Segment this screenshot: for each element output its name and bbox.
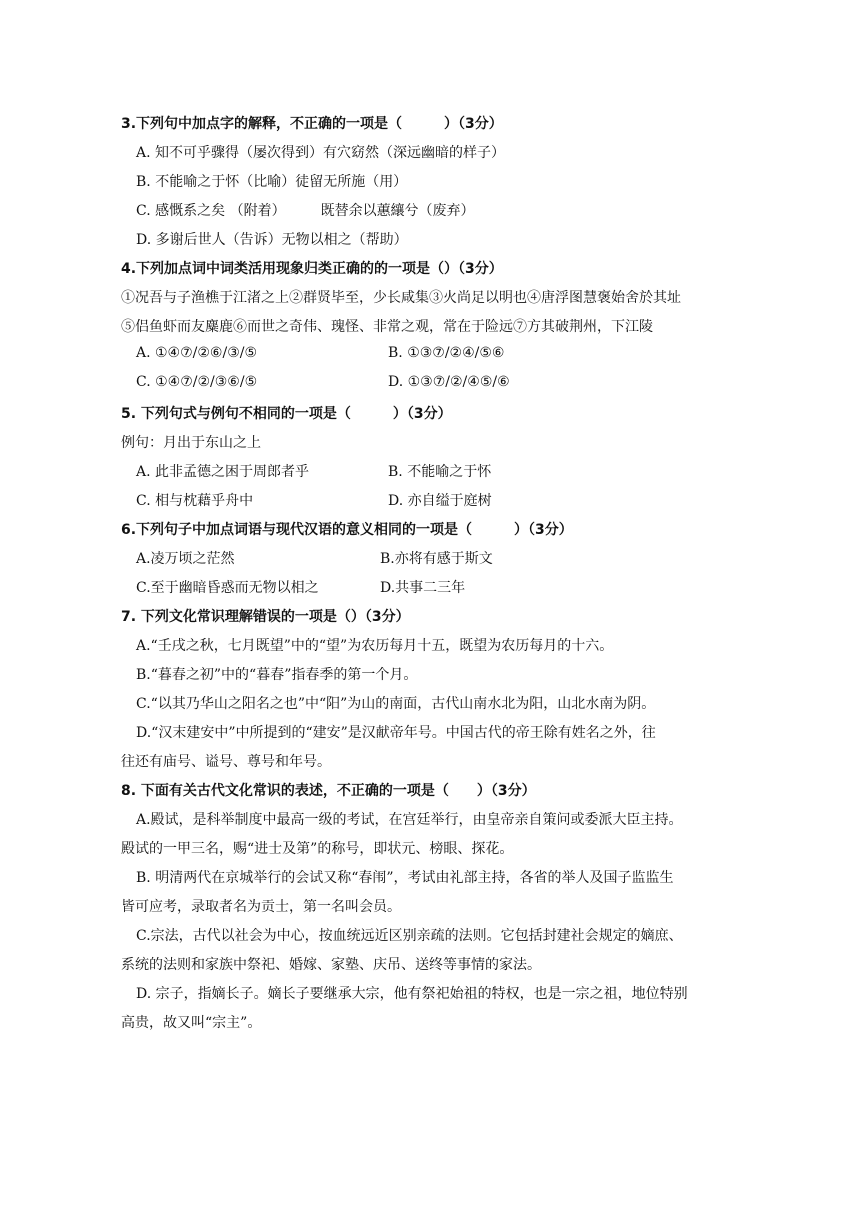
q8-option-d: D. 宗子，指嫡长子。嫡长子要继承大宗，他有祭祀始祖的特权，也是一宗之祖，地位特别 bbox=[136, 986, 688, 1002]
q6-option-b: B.亦将有感于斯文 bbox=[380, 551, 493, 567]
q8-option-d-continued: 高贵，故又叫“宗主”。 bbox=[121, 1015, 262, 1031]
q8-option-c: C.宗法，古代以社会为中心，按血统远近区别亲疏的法则。它包括封建社会规定的嫡庶、 bbox=[136, 928, 683, 944]
q5-example: 例句：月出于东山之上 bbox=[121, 435, 261, 451]
q4-sentence-line-1: ①况吾与子渔樵于江渚之上②群贤毕至，少长咸集③火尚足以明也④唐浮图慧褒始舍於其址 bbox=[121, 290, 681, 306]
question-6-title: 6.下列句子中加点词语与现代汉语的意义相同的一项是（ ）（3分） bbox=[121, 522, 573, 538]
q3-option-d: D. 多谢后世人（告诉）无物以相之（帮助） bbox=[136, 232, 408, 248]
q4-option-b: B. ①③⑦/②④/⑤⑥ bbox=[388, 345, 505, 361]
q3-option-c: C. 感慨系之矣 （附着） 既替余以蕙纕兮（废弃） bbox=[136, 203, 475, 219]
q6-option-d: D.共事二三年 bbox=[380, 580, 466, 596]
q8-option-b: B. 明清两代在京城举行的会试又称“春闱”，考试由礼部主持，各省的举人及国子监监生 bbox=[136, 870, 674, 886]
q5-option-a: A. 此非孟德之困于周郎者乎 bbox=[136, 464, 310, 480]
q7-option-d: D.“汉末建安中”中所提到的“建安”是汉献帝年号。中国古代的帝王除有姓名之外，往 bbox=[136, 725, 656, 741]
q5-option-b: B. 不能喻之于怀 bbox=[388, 464, 492, 480]
q7-option-c: C.“以其乃华山之阳名之也”中“阳”为山的南面，古代山南水北为阳，山北水南为阴。 bbox=[136, 696, 656, 712]
q7-option-b: B.“暮春之初”中的“暮春”指春季的第一个月。 bbox=[136, 667, 418, 683]
question-5-title: 5. 下列句式与例句不相同的一项是（ ）（3分） bbox=[121, 406, 452, 422]
q6-option-c: C.至于幽暗昏惑而无物以相之 bbox=[136, 580, 319, 596]
q8-option-b-continued: 皆可应考，录取者名为贡士，第一名叫会员。 bbox=[121, 899, 401, 915]
question-8-title: 8. 下面有关古代文化常识的表述，不正确的一项是（ ）（3分） bbox=[121, 783, 536, 799]
q8-option-a: A.殿试，是科举制度中最高一级的考试，在宫廷举行，由皇帝亲自策问或委派大臣主持。 bbox=[136, 812, 683, 828]
q4-option-c: C. ①④⑦/②/③⑥/⑤ bbox=[136, 374, 258, 390]
q3-option-b: B. 不能喻之于怀（比喻）徒留无所施（用） bbox=[136, 174, 408, 190]
q4-sentence-line-2: ⑤侣鱼虾而友麋鹿⑥而世之奇伟、瑰怪、非常之观，常在于险远⑦方其破荆州，下江陵 bbox=[121, 319, 653, 335]
q3-option-a: A. 知不可乎骤得（屡次得到）有穴窈然（深远幽暗的样子） bbox=[136, 145, 506, 161]
q8-option-c-continued: 系统的法则和家族中祭祀、婚嫁、家塾、庆吊、送终等事情的家法。 bbox=[121, 957, 541, 973]
q7-option-d-continued: 往还有庙号、谥号、尊号和年号。 bbox=[121, 754, 331, 770]
q7-option-a: A.“壬戌之秋，七月既望”中的“望”为农历每月十五，既望为农历每月的十六。 bbox=[136, 638, 614, 654]
q5-option-c: C. 相与枕藉乎舟中 bbox=[136, 493, 254, 509]
question-4-title: 4.下列加点词中词类活用现象归类正确的的一项是（）（3分） bbox=[121, 261, 503, 277]
q8-option-a-continued: 殿试的一甲三名，赐“进士及第”的称号，即状元、榜眼、探花。 bbox=[121, 841, 514, 857]
question-7-title: 7. 下列文化常识理解错误的一项是（）（3分） bbox=[121, 609, 410, 625]
question-3-title: 3.下列句中加点字的解释，不正确的一项是（ ）（3分） bbox=[121, 116, 503, 132]
q4-option-d: D. ①③⑦/②/④⑤/⑥ bbox=[388, 374, 510, 390]
q4-option-a: A. ①④⑦/②⑥/③/⑤ bbox=[136, 345, 258, 361]
q6-option-a: A.凌万顷之茫然 bbox=[136, 551, 235, 567]
q5-option-d: D. 亦自缢于庭树 bbox=[388, 493, 492, 509]
